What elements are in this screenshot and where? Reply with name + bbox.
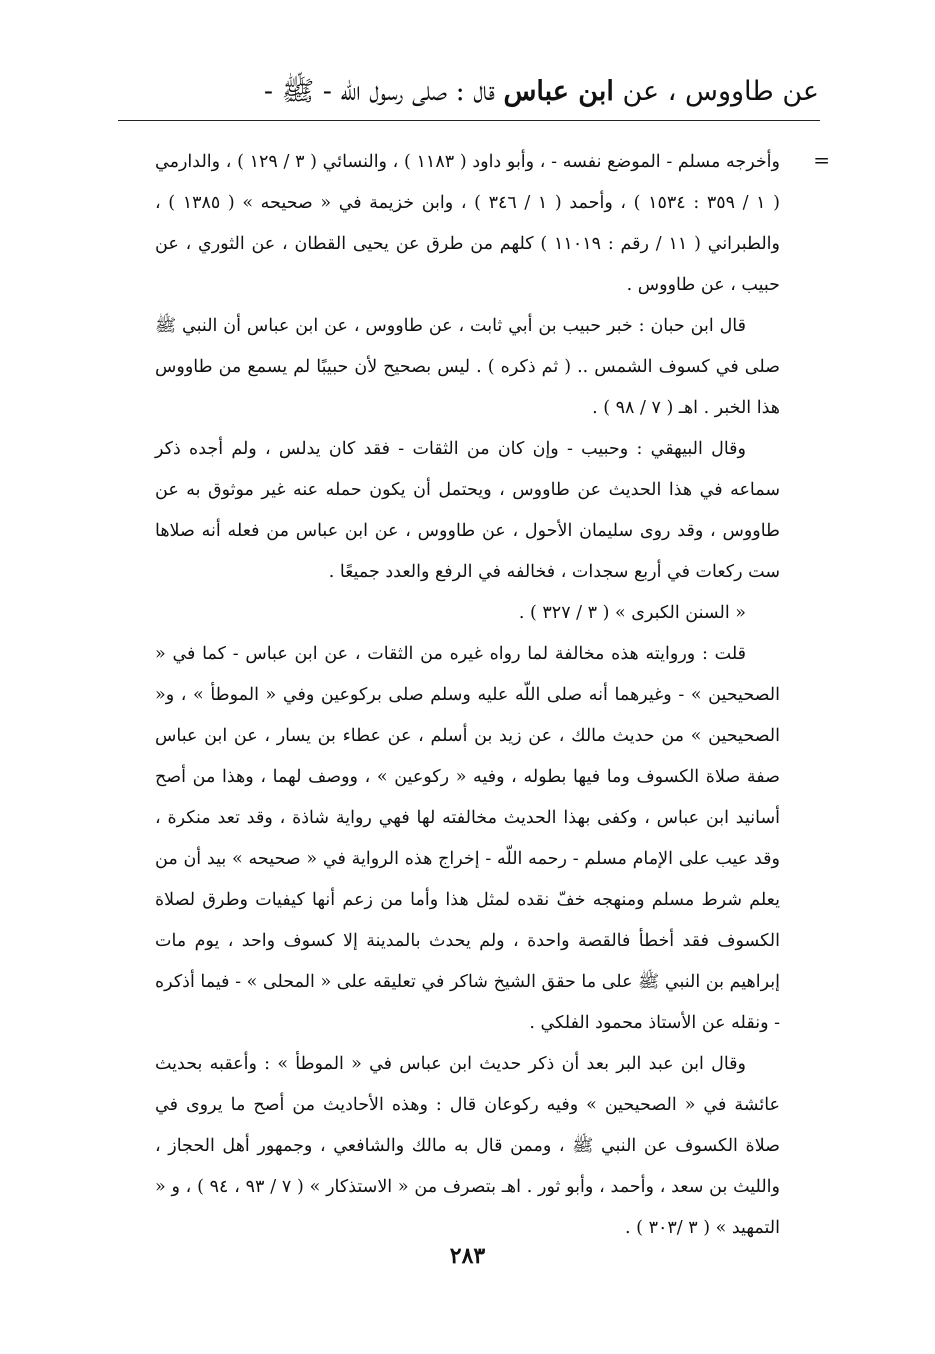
paragraph-3: وقال البيهقي : وحبيب - وإن كان من الثقات - فقد كان يدلس ، ولم أجده ذكر سماعه في هذا الحديث عن طاووس ، ويحتمل أن يكون حمله عنه غير موثوق به عن طاووس ، وقد روى سليمان الأحول ، عن طاووس ، عن ابن عباس من فعله أنه صلاها ست ركعات في أربع سجدات ، فخالفه في الرفع والعدد جميعًا . [155,439,780,582]
header-divider [118,120,820,121]
paragraph-6: وقال ابن عبد البر بعد أن ذكر حديث ابن عباس في « الموطأ » : وأعقبه بحديث عائشة في « الصحيحين » وفيه ركوعان قال : وهذه الأحاديث من أصح ما يروى في صلاة الكسوف عن النبي ﷺ ، وممن قال به مالك والشافعي ، وجمهور أهل الحجاز ، والليث بن سعد ، وأحمد ، وأبو ثور . اهـ بتصرف من « الاستذكار » ( ٧ / ٩٣ ، ٩٤ ) ، و « التمهيد » ( ٣ /٣٠٣ ) . [155,1054,780,1238]
header-text-bold: ابن عباس [503,76,614,107]
paragraph-1: وأخرجه مسلم - الموضع نفسه - ، وأبو داود ( ١١٨٣ ) ، والنسائي ( ٣ / ١٢٩ ) ، والدارمي ( ١ / ٣٥٩ : ١٥٣٤ ) ، وأحمد ( ١ / ٣٤٦ ) ، وابن خزيمة في « صحيحه » ( ١٣٨٥ ) ، والطبراني ( ١١ / رقم : ١١٠١٩ ) كلهم من طرق عن يحيى القطان ، عن الثوري ، عن حبيب ، عن طاووس . [155,152,781,295]
paragraph-5: قلت : وروايته هذه مخالفة لما رواه غيره من الثقات ، عن ابن عباس - كما في « الصحيحين » - وغيرهما أنه صلى اللّه عليه وسلم صلى بركوعين وفي « الموطأ » ، و« الصحيحين » من حديث مالك ، عن زيد بن أسلم ، عن عطاء بن يسار ، عن ابن عباس صفة صلاة الكسوف وما فيها بطوله ، وفيه « ركوعين » ، ووصف لهما ، وهذا من أصح أسانيد ابن عباس ، وكفى بهذا الحديث مخالفته لها فهي رواية شاذة ، وقد تعد منكرة ، وقد عيب على الإمام مسلم - رحمه اللّه - إخراج هذه الرواية في « صحيحه » بيد أن من يعلم شرط مسلم ومنهجه خفّ نقده لمثل هذا وأما من زعم أنها كيفيات وطرق لصلاة الكسوف فقد أخطأ فالقصة واحدة ، ولم يحدث بالمدينة إلا كسوف واحد ، يوم مات إبراهيم بن النبي ﷺ على ما حقق الشيخ شاكر في تعليقه على « المحلى » - فيما أذكره - ونقله عن الأستاذ محمود الفلكي . [155,644,780,1033]
header-text-part1: عن طاووس ، عن [613,76,819,107]
page-number: ٢٨٣ [449,1243,486,1269]
continuation-mark: = [813,148,830,172]
paragraph-2: قال ابن حبان : خبر حبيب بن أبي ثابت ، عن طاووس ، عن ابن عباس أن النبي ﷺ صلى في كسوف الشمس .. ( ثم ذكره ) . ليس بصحيح لأن حبيبًا لم يسمع من طاووس هذا الخبر . اهـ ( ٧ / ٩٨ ) . [155,316,780,418]
footnote-body [155,142,780,1249]
paragraph-4: « السنن الكبرى » ( ٣ / ٣٢٧ ) . [518,603,746,623]
header-text-part2: قال : صلى رسول اللّه - ﷺ - [263,76,504,107]
page-header [119,70,819,114]
